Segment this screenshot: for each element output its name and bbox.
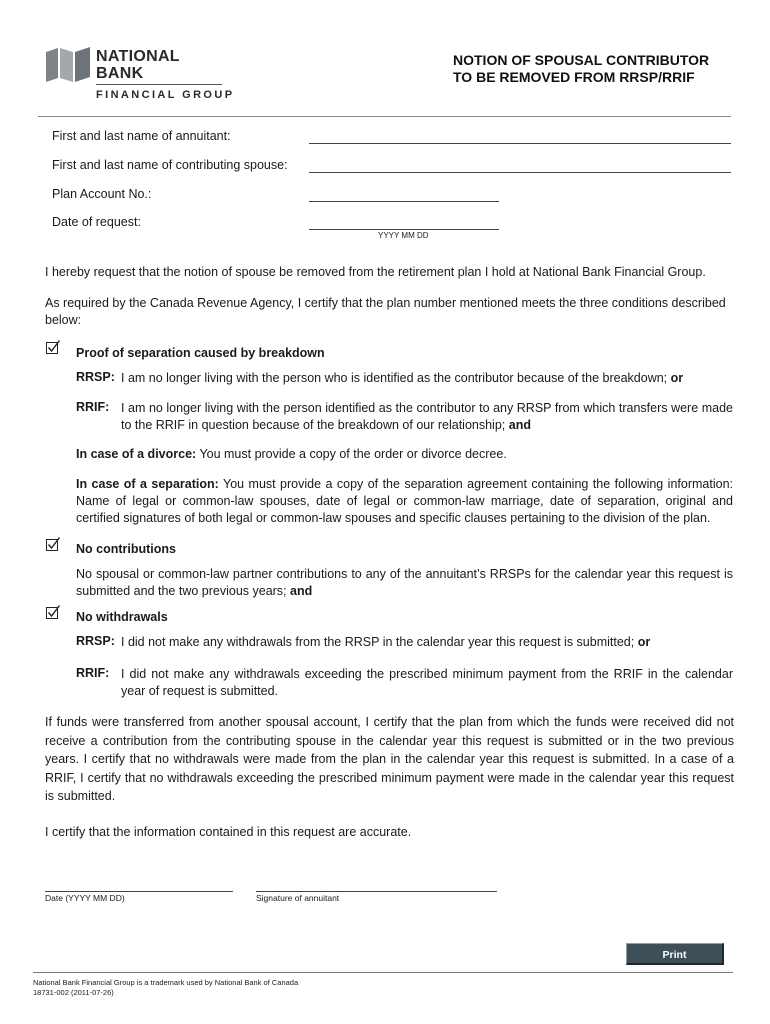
separation-note: In case of a separation: You must provide a copy of the separation agreement containing the following information: Name of legal or common-law spouses, date of legal or common-law marriage, date of separation, original and certified signatures of both legal or common-law spouses and specific clauses pertaining to the division of the plan. [76,477,733,525]
request-statement: I hereby request that the notion of spouse be removed from the retirement plan I hold at National Bank Financial Group. [45,265,706,279]
separation-heading: Proof of separation caused by breakdown [76,346,325,360]
checked-checkbox-icon[interactable] [46,605,60,619]
title-line-2: TO BE REMOVED FROM RRSP/RRIF [453,69,695,85]
spouse-name-field[interactable] [309,172,731,173]
no-contributions-heading: No contributions [76,542,176,556]
annuitant-signature-caption: Signature of annuitant [256,893,340,903]
checked-checkbox-icon[interactable] [46,537,60,551]
separation-rrif-text: I am no longer living with the person identified as the contributor to any RRSP from which transfers were made to the RRIF in question because of the breakdown of our relationship; and [121,401,733,432]
logo-divider [96,84,222,85]
national-bank-logo-icon [46,46,90,84]
plan-account-label: Plan Account No.: [52,187,152,201]
annuitant-name-label: First and last name of annuitant: [52,129,231,143]
annuitant-name-field[interactable] [309,143,731,144]
request-date-label: Date of request: [52,215,141,229]
rrif-tag: RRIF: [76,666,110,680]
logo-text-national: NATIONAL [96,48,180,65]
accuracy-certification: I certify that the information contained in this request are accurate. [45,825,412,839]
title-line-1: NOTION OF SPOUSAL CONTRIBUTOR [453,52,710,68]
print-button[interactable]: Print [626,943,724,965]
logo-text-bank: BANK [96,65,144,82]
rrsp-tag: RRSP: [76,634,115,648]
form-code: 18731-002 (2011-07-26) [33,988,114,997]
footer-divider [33,972,733,973]
header-divider [38,116,731,117]
no-withdrawals-heading: No withdrawals [76,610,168,624]
annuitant-signature-field[interactable] [256,891,497,892]
document-title [453,52,709,86]
signature-date-caption: Date (YYYY MM DD) [45,893,125,903]
checked-checkbox-icon[interactable] [46,340,60,354]
separation-rrsp-text: I am no longer living with the person who is identified as the contributor because of the breakdown; or [121,371,684,385]
spouse-name-label: First and last name of contributing spouse: [52,158,288,172]
request-date-format-hint: YYYY MM DD [378,231,429,240]
plan-account-field[interactable] [309,201,499,202]
rrif-tag: RRIF: [76,400,110,414]
trademark-notice: National Bank Financial Group is a trademark used by National Bank of Canada [33,978,299,987]
request-date-field[interactable] [309,229,499,230]
logo-text-financial-group: FINANCIAL GROUP [96,89,235,101]
transfer-certification: If funds were transferred from another spousal account, I certify that the plan from which the funds were received did not receive a contribution from the contributing spouse in the calendar year this request is submitted or in the two previous years. I certify that no withdrawals were made from the plan in the calendar year this request is submitted. In a case of a RRIF, I certify that no withdrawals exceeding the prescribed minimum payment were made in the calendar year this request is submitted. [45,715,734,803]
cra-statement: As required by the Canada Revenue Agency, I certify that the plan number mentioned meets the three conditions described below: [45,296,726,327]
rrsp-tag: RRSP: [76,370,115,384]
signature-date-field[interactable] [45,891,233,892]
withdrawals-rrsp-text: I did not make any withdrawals from the RRSP in the calendar year this request is submitted; or [121,635,651,649]
divorce-note: In case of a divorce: You must provide a copy of the order or divorce decree. [76,447,507,461]
withdrawals-rrif-text: I did not make any withdrawals exceeding the prescribed minimum payment from the RRIF in the calendar year of request is submitted. [121,667,733,698]
no-contributions-text: No spousal or common-law partner contributions to any of the annuitant’s RRSPs for the calendar year this request is submitted and the two previous years; and [76,567,733,598]
